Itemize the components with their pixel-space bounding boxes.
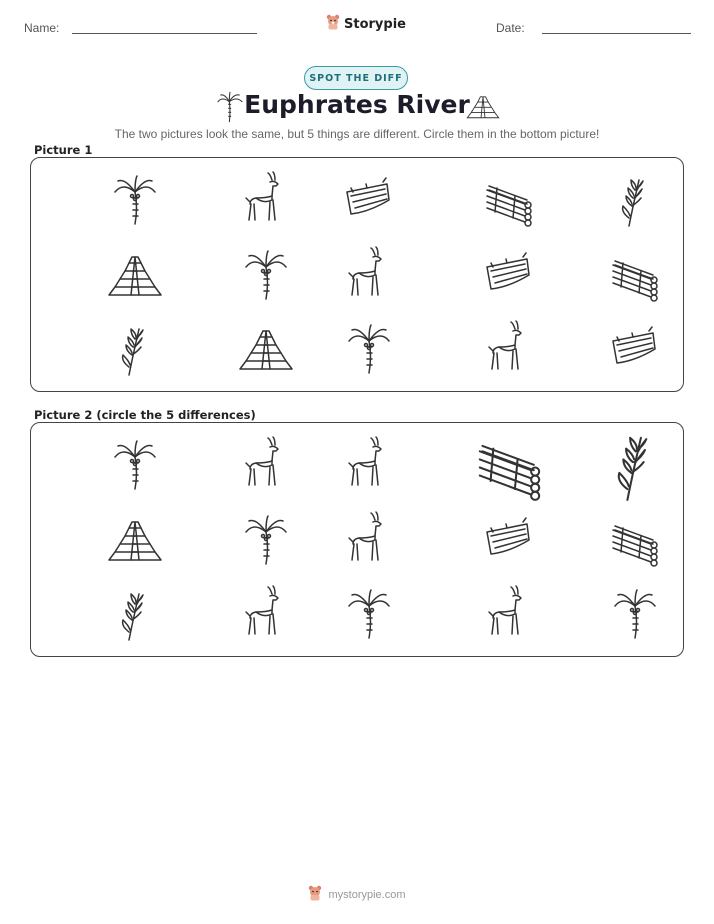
log-raft-icon (605, 247, 665, 303)
gazelle-icon[interactable] (339, 437, 399, 493)
palm-tree-icon (339, 321, 399, 377)
picture-1-panel (30, 157, 684, 392)
wheat-icon[interactable] (105, 586, 165, 642)
ziggurat-icon (236, 321, 296, 377)
date-line[interactable] (542, 33, 691, 34)
palm-tree-icon[interactable] (105, 437, 165, 493)
bear-icon (308, 885, 322, 904)
log-raft-icon (479, 172, 539, 228)
instructions: The two pictures look the same, but 5 things are different. Circle them in the bottom picture! (114, 127, 600, 141)
wheat-icon (105, 321, 165, 377)
reed-boat-icon (605, 321, 665, 377)
palm-tree-icon[interactable] (236, 512, 296, 568)
gazelle-icon (236, 172, 296, 228)
brand-logo (326, 14, 406, 35)
wheat-icon[interactable] (595, 427, 676, 503)
brand-name: Storypie (344, 17, 406, 32)
gazelle-icon (339, 247, 399, 303)
palm-tree-icon (105, 172, 165, 228)
gazelle-icon[interactable] (339, 512, 399, 568)
ziggurat-icon (466, 92, 500, 125)
page-title: Euphrates River (244, 90, 470, 119)
palm-tree-icon[interactable] (339, 586, 399, 642)
footer (0, 885, 714, 904)
gazelle-icon[interactable] (479, 586, 539, 642)
ziggurat-icon[interactable] (105, 512, 165, 568)
picture-2-panel[interactable] (30, 422, 684, 657)
reed-boat-icon (339, 172, 399, 228)
bear-icon (326, 14, 340, 35)
gazelle-icon[interactable] (236, 586, 296, 642)
ziggurat-icon (105, 247, 165, 303)
wheat-icon (605, 172, 665, 228)
log-raft-icon[interactable] (469, 427, 550, 503)
palm-tree-icon (236, 247, 296, 303)
name-line[interactable] (72, 33, 257, 34)
reed-boat-icon (479, 247, 539, 303)
gazelle-icon[interactable] (236, 437, 296, 493)
name-label: Name: (24, 21, 60, 35)
footer-url: mystorypie.com (328, 888, 406, 901)
picture-2-label: Picture 2 (circle the 5 differences) (34, 408, 256, 422)
reed-boat-icon[interactable] (479, 512, 539, 568)
date-label: Date: (496, 21, 525, 35)
log-raft-icon[interactable] (605, 512, 665, 568)
spot-the-diff-badge: SPOT THE DIFF (304, 66, 408, 90)
palm-tree-icon[interactable] (605, 586, 665, 642)
gazelle-icon (479, 321, 539, 377)
picture-1-label: Picture 1 (34, 143, 93, 157)
